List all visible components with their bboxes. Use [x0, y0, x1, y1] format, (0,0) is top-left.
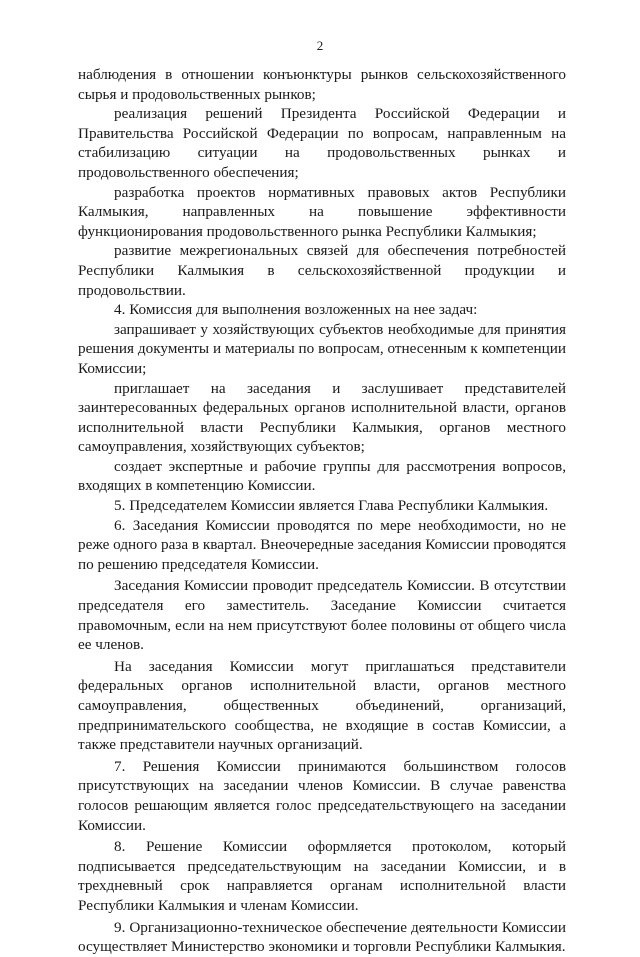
- paragraph-2: реализация решений Президента Российской Федерации и Правительства Российской Федерации по вопросам, направленным на стабилизацию ситуации на продовольственных рынках и продовольственного обеспечения;: [78, 105, 566, 181]
- paragraph-11: Заседания Комиссии проводит председатель Комиссии. В отсутствии председателя его заместитель. Заседание Комиссии считается правомочным, если на нем присутствуют более половины от общего числа ее членов.: [78, 577, 566, 654]
- paragraph-6: запрашивает у хозяйствующих субъектов необходимые для принятия решения документы и материалы по вопросам, отнесенным к компетенции Комиссии;: [78, 320, 566, 377]
- paragraph-14: 8. Решение Комиссии оформляется протоколом, который подписывается председательствующим на заседании Комиссии, и в трехдневный срок направляется органам исполнительной власти Республики Калмыкия и членам Комиссии.: [78, 838, 566, 914]
- paragraph-8: создает экспертные и рабочие группы для рассмотрения вопросов, входящих в компетенцию Комиссии.: [78, 457, 566, 495]
- paragraph-4: развитие межрегиональных связей для обеспечения потребностей Республики Калмыкия в сельскохозяйственной продукции и продовольствии.: [78, 242, 566, 299]
- paragraph-12: На заседания Комиссии могут приглашаться представители федеральных органов исполнительной власти, органов местного самоуправления, общественных объединений, организаций, предпринимательского сообщества, не входящие в состав Комиссии, а также представители научных организаций.: [78, 657, 566, 754]
- document-body: [78, 65, 566, 957]
- paragraph-3: разработка проектов нормативных правовых актов Республики Калмыкия, направленных на повышение эффективности функционирования продовольственного рынка Республики Калмыкия;: [78, 183, 566, 240]
- paragraph-7: приглашает на заседания и заслушивает представителей заинтересованных федеральных органов исполнительной власти, органов исполнительной власти Республики Калмыкия, органов местного самоуправления, хозяйствующих субъектов;: [78, 379, 566, 456]
- paragraph-15: 9. Организационно-техническое обеспечение деятельности Комиссии осуществляет Министерство экономики и торговли Республики Калмыкия.: [78, 918, 566, 956]
- paragraph-1: наблюдения в отношении конъюнктуры рынков сельскохозяйственного сырья и продовольственных рынков;: [78, 66, 566, 103]
- paragraph-9: 5. Председателем Комиссии является Глава Республики Калмыкия.: [114, 497, 549, 515]
- page-number: 2: [316, 38, 324, 53]
- paragraph-10: 6. Заседания Комиссии проводятся по мере необходимости, но не реже одного раза в квартал. Внеочередные заседания Комиссии проводятся по решению председателя Комиссии.: [78, 516, 566, 573]
- paragraph-13: 7. Решения Комиссии принимаются большинством голосов присутствующих на заседании членов Комиссии. В случае равенства голосов решающим является голос председательствующего на заседании Комиссии.: [78, 757, 566, 834]
- paragraph-5: 4. Комиссия для выполнения возложенных на нее задач:: [114, 301, 478, 319]
